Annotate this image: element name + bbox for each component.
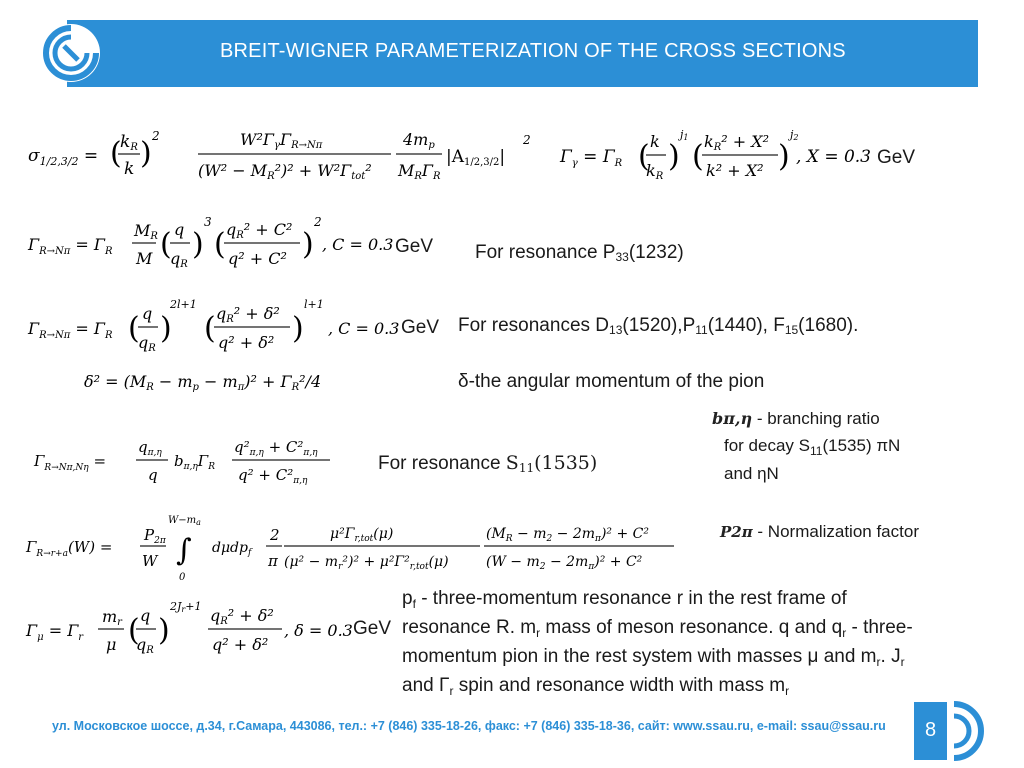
- svg-text:W−ma: $W-m_a$: [168, 515, 201, 527]
- delta-description: δ-the angular momentum of the pion: [458, 371, 765, 392]
- svg-text:σ1/2,3/2 =: $\sigma_{1/2,3/2}$ =: [28, 146, 99, 168]
- svg-text:(MR − m2 − 2mπ)² + C²: $(M_R - m_2 - 2m_\pi)^2 + C^2$: [486, 526, 649, 544]
- svg-text:, C = 0.3: , C = 0.3: [328, 319, 400, 338]
- svg-text:(W − m2 − 2mπ)² + C²: $(W - m_2 - 2m_\pi)^2 + C^2$: [486, 554, 643, 572]
- slide-title: BREIT-WIGNER PARAMETERIZATION OF THE CROSS SECTIONS: [220, 40, 846, 62]
- svg-text:): ): [778, 139, 790, 174]
- page-number: 8: [924, 719, 937, 741]
- svg-text:(: (: [214, 227, 226, 262]
- formula-gamma-mu: [26, 596, 354, 666]
- svg-text:ΓR→r+a(W) =: $\Gamma_{R\to r+a}(W)$ =: [26, 538, 113, 559]
- svg-text:M: M: [136, 249, 153, 268]
- resonance-p33-label: For resonance $P_{33}(1232)$: [475, 242, 684, 264]
- svg-text:q² + C²π,η: $q^2 + C^2_{\pi,\eta}$: [238, 466, 308, 486]
- svg-text:MR: MR: [134, 221, 158, 242]
- svg-text:qR: qR: [138, 333, 156, 354]
- svg-text:qπ,η: $q_{\pi,\eta}$: [138, 438, 162, 458]
- svg-text:3: 3: [204, 215, 212, 229]
- svg-text:, C = 0.3: , C = 0.3: [322, 235, 394, 254]
- pf-description-line-3: momentum pion in the rest system with masses μ and $m_r$. $J_r$: [402, 646, 905, 669]
- svg-text:2l+1: 2l+1: [170, 298, 197, 311]
- svg-text:q: q: [174, 220, 185, 239]
- svg-text:qR² + δ²: qR² + δ²: [216, 304, 280, 325]
- svg-text:q² + δ²: q² + δ²: [218, 333, 275, 352]
- svg-text:qR² + C²: qR² + C²: [226, 220, 293, 241]
- svg-text:2: 2: [314, 215, 322, 229]
- svg-text:2: 2: [270, 526, 280, 544]
- svg-text:(: (: [110, 136, 122, 171]
- svg-text:(W² − MR²)² + W²Γtot²: (W² − MR²)² + W²Γtot²: [198, 161, 372, 182]
- formula-sigma: [28, 118, 531, 188]
- svg-text:qR² + δ²: qR² + δ²: [210, 606, 274, 627]
- svg-text:): ): [160, 311, 172, 346]
- svg-text:q: q: [148, 466, 158, 484]
- resonance-s11-label: For resonance $S_{11}(1535)$: [378, 452, 598, 475]
- formula-gamma-npi-neta: [34, 428, 334, 494]
- svg-text:W²ΓγΓR→Nπ: W²ΓγΓR→Nπ: [240, 130, 323, 151]
- svg-text:ΓR→Nπ = ΓR: $\Gamma_{R\to N\pi} = \Gamma_R$: [28, 319, 113, 341]
- branching-symbol: bπ,η: [712, 409, 753, 428]
- normalization-symbol: P2π: [720, 523, 753, 541]
- svg-text:(μ² − mr²)² + μ²Γ²r,tot(μ): $(\mu^2 - m_r^2)^2 + \mu^2\Gamma^2_{r,tot}(\mu)$: [284, 554, 449, 572]
- svg-text:): ): [158, 613, 170, 648]
- svg-text:|A1/2,3/2|: |A1/2,3/2|: [446, 147, 506, 168]
- svg-text:, X = 0.3: , X = 0.3: [796, 147, 871, 167]
- svg-text:q: q: [142, 304, 153, 323]
- footer-address: ул. Московское шоссе, д.34, г.Самара, 443086, тел.: +7 (846) 335-18-26, факс: +7 (846) 335-18-36, сайт: www.ssau.ru, e-mail: ssau@ssau.ru: [52, 719, 886, 733]
- svg-text:): ): [192, 227, 204, 262]
- pf-description-line-1: $p_f$ - three-momentum resonance r in the rest frame of: [402, 588, 847, 611]
- svg-text:δ² = (MR − mp − mπ)² + ΓR²/4: δ² = (MR − mp − mπ)² + ΓR²/4: [84, 372, 322, 393]
- svg-text:l+1: l+1: [304, 298, 324, 311]
- svg-text:q²π,η + C²π,η: $q^2_{\pi,\eta} + C^2_{\pi,\eta}$: [234, 438, 318, 458]
- unit-gev-3: GeV: [401, 317, 440, 338]
- svg-text:(: (: [128, 311, 140, 346]
- svg-text:0: 0: [179, 572, 186, 583]
- pf-description-line-4: and $\Gamma_r$ spin and resonance width with mass $m_r$: [402, 675, 790, 698]
- svg-text:qR: qR: [136, 635, 154, 656]
- svg-text:Γγ = ΓR: $\Gamma_\gamma = \Gamma_R$: [560, 147, 623, 169]
- svg-text:q² + C²: q² + C²: [228, 249, 287, 268]
- svg-text:∫: ∫: [176, 533, 192, 568]
- svg-text:j2: j2: [790, 128, 799, 142]
- branching-ratio-note: bπ,η - branching ratio: [712, 409, 880, 428]
- pf-description-line-2: resonance R. $m_r$ mass of meson resonance. q and $q_r$ - three-: [402, 617, 913, 640]
- normalization-note: P2π - Normalization factor: [720, 522, 919, 541]
- unit-gev-4: GeV: [353, 618, 392, 639]
- svg-text:q: q: [140, 606, 151, 625]
- svg-text:(: (: [128, 613, 140, 648]
- unit-gev-1: GeV: [877, 147, 916, 168]
- svg-text:2Jr+1: 2Jr+1: [170, 600, 202, 614]
- svg-text:): ): [292, 311, 304, 346]
- svg-text:π: π: [268, 552, 278, 570]
- svg-text:2: 2: [152, 129, 160, 143]
- university-logo-small-icon: [950, 700, 984, 762]
- branching-and-line: and ηN: [724, 464, 779, 483]
- svg-text:ΓR→Nπ = ΓR: $\Gamma_{R\to N\pi} = \Gamma_R$: [28, 235, 113, 257]
- svg-text:MRΓR: MRΓR: [398, 161, 441, 182]
- svg-text:(: (: [692, 139, 704, 174]
- svg-text:qR: qR: [170, 249, 188, 270]
- svg-text:q² + δ²: q² + δ²: [212, 635, 269, 654]
- svg-text:k: k: [650, 132, 660, 151]
- university-logo-icon: [40, 22, 98, 84]
- formula-gamma-npi-p33: [28, 210, 396, 280]
- svg-text:μ: μ: [106, 635, 117, 654]
- svg-text:kR: kR: [120, 132, 138, 153]
- svg-text:W: W: [142, 552, 158, 570]
- formula-gamma-gamma: [560, 122, 880, 188]
- svg-text:): ): [302, 227, 314, 262]
- svg-text:, δ = 0.3: , δ = 0.3: [284, 621, 353, 640]
- formula-gamma-r-a: [26, 510, 676, 586]
- svg-text:k: k: [124, 159, 135, 179]
- unit-gev-2: GeV: [395, 236, 434, 257]
- svg-text:ΓR→Nπ,Nη =: $\Gamma_{R\to N\pi,N\eta}$ =: [34, 452, 107, 473]
- svg-text:(: (: [204, 311, 216, 346]
- branching-decay-line: for decay $S_{11}(1535)$ πN: [724, 436, 901, 458]
- svg-text:j1: j1: [680, 128, 689, 142]
- svg-text:μ²Γr,tot(μ): $\mu^2\Gamma_{r,tot}(\mu)$: [330, 526, 394, 544]
- svg-text:(: (: [638, 139, 650, 174]
- formula-delta-squared: [84, 366, 364, 396]
- resonances-multi-label: For resonances $D_{13}(1520),P_{11}(1440)$, $F_{15}(1680)$.: [458, 315, 859, 337]
- svg-text:mr: mr: [102, 607, 122, 628]
- svg-text:): ): [140, 136, 152, 171]
- svg-text:P2π: $P_{2\pi}$: [144, 526, 166, 546]
- svg-text:k² + X²: k² + X²: [706, 161, 764, 180]
- svg-text:kR: kR: [646, 161, 664, 182]
- svg-text:dμdpf: dμdp$_f$: [212, 540, 252, 558]
- svg-text:): ): [668, 139, 680, 174]
- svg-text:(: (: [160, 227, 172, 262]
- svg-text:bπ,ηΓR: $b_{\pi,\eta}\Gamma_R$: [174, 452, 215, 472]
- formula-gamma-npi-l: [28, 294, 402, 364]
- svg-text:Γμ = Γr: $\Gamma_\mu = \Gamma_r$: [26, 621, 84, 643]
- svg-text:2: 2: [523, 133, 531, 147]
- svg-text:4mp: 4mp: [403, 130, 435, 151]
- svg-text:kR² + X²: kR² + X²: [704, 132, 770, 153]
